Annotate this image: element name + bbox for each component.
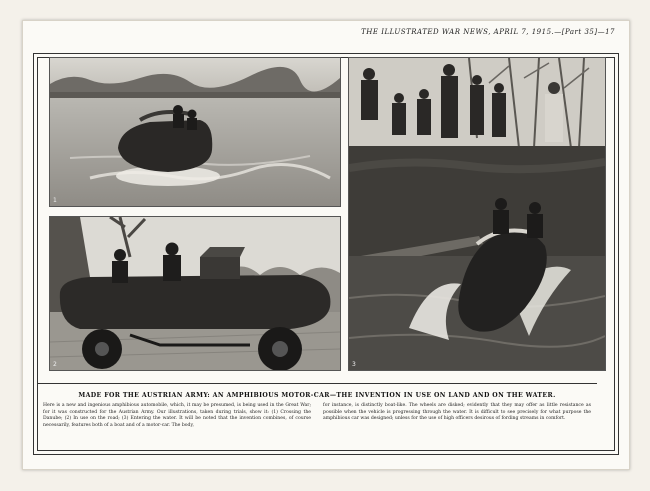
photo-1-image (50, 58, 340, 206)
photo-2-number: 2 (53, 361, 57, 368)
caption-box (37, 383, 597, 448)
caption-body (43, 403, 591, 429)
photo-3-number: 3 (352, 361, 356, 368)
photo-2-image (50, 217, 340, 370)
photo-crossing-river (49, 57, 341, 207)
magazine-page (22, 20, 630, 470)
photo-entering-water (348, 57, 606, 371)
caption-column-2: for instance, is distinctly boat-like. The wheels are disked; evidently that they may offer as little resistance as possible when the vehicle is progressing through the water. It is difficult to see precisely for what purpose the amphibious car was designed; unless for the use of high officers desirous of fording streams in comfort. (323, 403, 591, 422)
caption-title: MADE FOR THE AUSTRIAN ARMY: AN AMPHIBIOUS MOTOR-CAR—THE INVENTION IN USE ON LAND AND ON THE WATER. (78, 392, 556, 399)
photo-on-road (49, 216, 341, 371)
photo-3-image (349, 58, 605, 370)
running-head: THE ILLUSTRATED WAR NEWS, APRIL 7, 1915.—[Part 35]—17 (361, 28, 615, 36)
photo-1-number: 1 (53, 197, 57, 204)
caption-column-1: Here is a new and ingenious amphibious automobile, which, it may be presumed, is being used in the Great War; for it was constructed for the Austrian Army. Our illustrations, taken during trials, show it: (1) Crossing the Danube; (2) In use on the road; (3) Entering the water. It will be noted that the invention combines, of course necessarily, features both of a boat and of a motor-car. The body, (43, 403, 311, 428)
